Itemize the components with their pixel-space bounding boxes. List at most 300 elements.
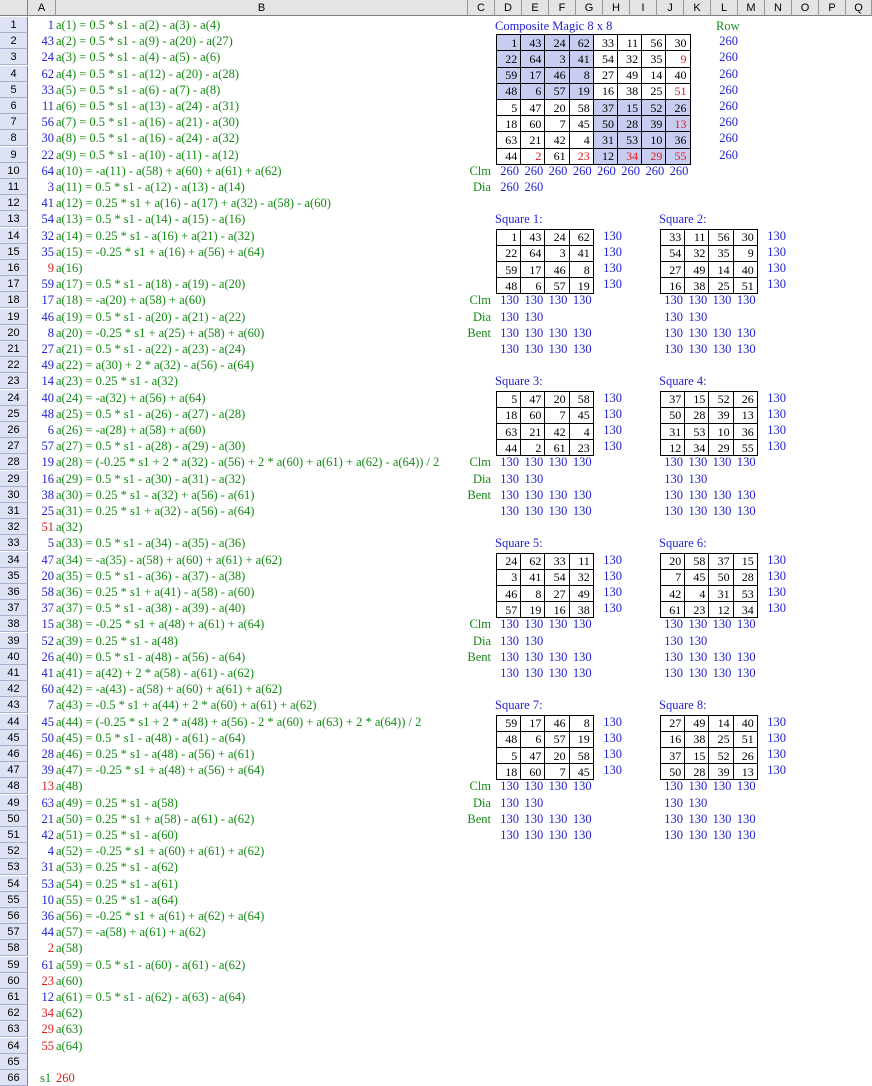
square-row-sum[interactable]: 130 (603, 423, 622, 437)
square-cell[interactable]: 41 (521, 569, 545, 585)
magic-cell[interactable]: 16 (593, 83, 617, 99)
row-header-2[interactable]: 2 (0, 33, 28, 49)
square-cell[interactable]: 49 (685, 715, 709, 731)
row-header-56[interactable]: 56 (0, 908, 28, 924)
square-cell[interactable]: 14 (709, 715, 733, 731)
row-header-25[interactable]: 25 (0, 406, 28, 422)
row-header-27[interactable]: 27 (0, 438, 28, 454)
square-bent2-sum[interactable]: 130 (500, 342, 519, 356)
formula-text[interactable]: a(31) = 0.25 * s1 + a(32) - a(56) - a(64) (56, 504, 255, 518)
cell-value[interactable]: 9 (47, 261, 54, 275)
square-bent2-sum[interactable]: 130 (548, 666, 568, 680)
square-cell[interactable]: 50 (709, 569, 733, 585)
square-cell[interactable]: 58 (685, 553, 709, 569)
square-bent2-sum[interactable]: 130 (688, 828, 708, 842)
square-cell[interactable]: 46 (497, 585, 521, 601)
square-bent2-sum[interactable]: 130 (712, 342, 732, 356)
square-row-sum[interactable]: 130 (767, 552, 786, 567)
square-cell[interactable]: 60 (521, 407, 545, 423)
row-header-7[interactable]: 7 (0, 114, 28, 130)
square-cell[interactable]: 62 (569, 229, 593, 245)
square-cell[interactable]: 50 (661, 764, 685, 780)
square-row-sum[interactable]: 130 (603, 585, 622, 599)
formula-text[interactable]: a(26) = -a(28) + a(58) + a(60) (56, 423, 206, 437)
square-dia-sum[interactable]: 130 (500, 795, 519, 810)
square-cell[interactable]: 57 (497, 602, 521, 618)
formula-text[interactable]: a(30) = 0.25 * s1 - a(32) + a(56) - a(61) (56, 487, 255, 502)
magic-cell[interactable]: 18 (497, 116, 521, 132)
column-sum[interactable]: 260 (621, 163, 640, 178)
row-header-12[interactable]: 12 (0, 195, 28, 211)
magic-cell[interactable]: 55 (666, 148, 690, 164)
cell-value[interactable]: 60 (41, 682, 54, 697)
cell-value[interactable]: 58 (41, 585, 54, 599)
cell-value[interactable]: 24 (41, 50, 54, 65)
row-header-54[interactable]: 54 (0, 876, 28, 892)
square-cell[interactable]: 5 (497, 747, 521, 763)
formula-text[interactable]: a(29) = 0.5 * s1 - a(30) - a(31) - a(32) (56, 471, 246, 486)
square-cell[interactable]: 23 (569, 440, 593, 456)
square-bent1-sum[interactable]: 130 (572, 487, 592, 502)
square-row-sum[interactable]: 130 (767, 244, 786, 259)
row-header-3[interactable]: 3 (0, 49, 28, 65)
square-cell[interactable]: 64 (521, 245, 545, 261)
square-cell[interactable]: 35 (709, 245, 733, 261)
square-bent1-sum[interactable]: 130 (572, 811, 592, 826)
formula-text[interactable]: a(37) = 0.5 * s1 - a(38) - a(39) - a(40) (56, 601, 246, 616)
formula-text[interactable]: a(22) = a(30) + 2 * a(32) - a(56) - a(64) (56, 358, 255, 373)
cell-value[interactable]: 22 (41, 147, 54, 162)
square-cell[interactable]: 57 (545, 731, 569, 747)
magic-cell[interactable]: 56 (642, 35, 666, 51)
cell-value[interactable]: 19 (41, 455, 54, 470)
square-cell[interactable]: 16 (661, 731, 685, 747)
square-clm-sum[interactable]: 130 (688, 293, 708, 308)
square-cell[interactable]: 42 (545, 423, 569, 439)
square-cell[interactable]: 28 (733, 569, 757, 585)
square-clm-sum[interactable]: 130 (548, 779, 568, 794)
cell-value[interactable]: 35 (41, 244, 54, 259)
row-sum[interactable]: 260 (719, 66, 738, 81)
formula-text[interactable]: a(10) = -a(11) - a(58) + a(60) + a(61) + a(62) (56, 163, 282, 178)
square-cell[interactable]: 24 (545, 229, 569, 245)
row-header-57[interactable]: 57 (0, 924, 28, 940)
row-header-26[interactable]: 26 (0, 422, 28, 438)
square-row-sum[interactable]: 130 (767, 406, 786, 421)
square-clm-sum[interactable]: 130 (712, 617, 732, 632)
cell-value[interactable]: 11 (41, 99, 54, 113)
square-bent1-sum[interactable]: 130 (664, 811, 683, 826)
cell-value[interactable]: 38 (41, 487, 54, 502)
row-header-19[interactable]: 19 (0, 309, 28, 325)
square-cell[interactable]: 15 (685, 391, 709, 407)
square-bent1-sum[interactable]: 130 (524, 649, 544, 664)
row-header-32[interactable]: 32 (0, 519, 28, 535)
column-header-a[interactable]: A (28, 0, 56, 16)
square-cell[interactable]: 25 (709, 731, 733, 747)
magic-cell[interactable]: 27 (593, 67, 617, 83)
formula-text[interactable]: a(3) = 0.5 * s1 - a(4) - a(5) - a(6) (56, 50, 221, 65)
row-header-35[interactable]: 35 (0, 568, 28, 584)
magic-cell[interactable]: 23 (569, 148, 593, 164)
square-cell[interactable]: 30 (733, 229, 757, 245)
row-header-33[interactable]: 33 (0, 535, 28, 551)
square-row-sum[interactable]: 130 (603, 244, 622, 259)
formula-text[interactable]: a(48) (56, 779, 83, 794)
magic-cell[interactable]: 33 (593, 35, 617, 51)
square-cell[interactable]: 58 (569, 391, 593, 407)
square-cell[interactable]: 59 (497, 261, 521, 277)
magic-cell[interactable]: 15 (617, 99, 641, 115)
cell-value[interactable]: 47 (41, 552, 54, 567)
square-bent1-sum[interactable]: 130 (548, 649, 568, 664)
square-cell[interactable]: 37 (661, 391, 685, 407)
square-cell[interactable]: 13 (733, 407, 757, 423)
square-row-sum[interactable]: 130 (767, 714, 786, 729)
square-cell[interactable]: 20 (661, 553, 685, 569)
cell-value[interactable]: 32 (41, 228, 54, 243)
square-cell[interactable]: 11 (569, 553, 593, 569)
formula-text[interactable]: a(61) = 0.5 * s1 - a(62) - a(63) - a(64) (56, 990, 246, 1004)
square-bent1-sum[interactable]: 130 (688, 811, 708, 826)
square-bent1-sum[interactable]: 130 (712, 649, 732, 664)
row-header-21[interactable]: 21 (0, 341, 28, 357)
row-header-63[interactable]: 63 (0, 1021, 28, 1037)
row-sum[interactable]: 260 (719, 82, 738, 97)
square-row-sum[interactable]: 130 (767, 568, 786, 583)
square-cell[interactable]: 7 (545, 764, 569, 780)
square-cell[interactable]: 54 (661, 245, 685, 261)
square-row-sum[interactable]: 130 (603, 730, 622, 745)
magic-cell[interactable]: 48 (497, 83, 521, 99)
cell-value[interactable]: 44 (41, 925, 54, 940)
row-header-16[interactable]: 16 (0, 260, 28, 276)
cell-value[interactable]: 17 (41, 293, 54, 308)
square-bent1-sum[interactable]: 130 (712, 487, 732, 502)
cell-value[interactable]: 23 (41, 973, 54, 988)
diagonal-sum[interactable]: 260 (524, 180, 544, 194)
square-cell[interactable]: 1 (497, 229, 521, 245)
square-clm-sum[interactable]: 130 (548, 617, 568, 632)
square-cell[interactable]: 21 (521, 423, 545, 439)
magic-cell[interactable]: 9 (666, 51, 690, 67)
square-clm-sum[interactable]: 130 (524, 617, 544, 632)
cell-value[interactable]: 59 (41, 277, 54, 292)
magic-cell[interactable]: 26 (666, 99, 690, 115)
square-cell[interactable]: 48 (497, 731, 521, 747)
row-header-8[interactable]: 8 (0, 130, 28, 146)
square-bent2-sum[interactable]: 130 (664, 342, 683, 356)
square-bent2-sum[interactable]: 130 (572, 666, 592, 680)
square-clm-sum[interactable]: 130 (572, 617, 592, 632)
cell-value[interactable]: 33 (41, 82, 54, 97)
formula-text[interactable]: a(43) = -0.5 * s1 + a(44) + 2 * a(60) + a(61) + a(62) (56, 698, 317, 713)
row-sum[interactable]: 260 (719, 131, 738, 146)
row-header-49[interactable]: 49 (0, 795, 28, 811)
magic-cell[interactable]: 42 (545, 132, 569, 148)
cell-value[interactable]: 61 (41, 957, 54, 972)
column-header-k[interactable]: K (684, 0, 711, 16)
square-bent2-sum[interactable]: 130 (712, 828, 732, 842)
square-row-sum[interactable]: 130 (603, 406, 622, 421)
square-cell[interactable]: 31 (709, 585, 733, 601)
cell-value[interactable]: 4 (47, 844, 54, 859)
square-row-sum[interactable]: 130 (603, 277, 622, 292)
square-cell[interactable]: 57 (545, 278, 569, 294)
formula-text[interactable]: a(40) = 0.5 * s1 - a(48) - a(56) - a(64) (56, 649, 246, 664)
square-bent1-sum[interactable]: 130 (572, 649, 592, 664)
square-dia-sum[interactable]: 130 (500, 309, 519, 324)
square-bent2-sum[interactable]: 130 (524, 504, 544, 518)
square-row-sum[interactable]: 130 (767, 261, 786, 275)
square-dia-sum[interactable]: 130 (688, 795, 708, 810)
square-cell[interactable]: 52 (709, 747, 733, 763)
magic-cell[interactable]: 4 (569, 132, 593, 148)
square-cell[interactable]: 16 (545, 602, 569, 618)
formula-text[interactable]: a(18) = -a(20) + a(58) + a(60) (56, 293, 206, 308)
column-header-i[interactable]: I (630, 0, 657, 16)
square-cell[interactable]: 37 (661, 747, 685, 763)
square-clm-sum[interactable]: 130 (524, 293, 544, 308)
magic-cell[interactable]: 35 (642, 51, 666, 67)
formula-text[interactable]: a(62) (56, 1006, 83, 1021)
row-header-41[interactable]: 41 (0, 665, 28, 681)
square-cell[interactable]: 26 (733, 747, 757, 763)
formula-text[interactable]: a(14) = 0.25 * s1 - a(16) + a(21) - a(32) (56, 228, 255, 243)
square-row-sum[interactable]: 130 (767, 747, 786, 761)
square-bent1-sum[interactable]: 130 (548, 325, 568, 340)
square-cell[interactable]: 10 (709, 423, 733, 439)
row-header-60[interactable]: 60 (0, 973, 28, 989)
square-row-sum[interactable]: 130 (603, 763, 622, 778)
cell-value[interactable]: 50 (41, 730, 54, 745)
row-header-62[interactable]: 62 (0, 1005, 28, 1021)
formula-text[interactable]: a(57) = -a(58) + a(61) + a(62) (56, 925, 206, 940)
magic-cell[interactable]: 8 (569, 67, 593, 83)
formula-text[interactable]: a(25) = 0.5 * s1 - a(26) - a(27) - a(28) (56, 406, 246, 421)
square-cell[interactable]: 12 (661, 440, 685, 456)
cell-value[interactable]: 21 (41, 811, 54, 826)
formula-text[interactable]: a(1) = 0.5 * s1 - a(2) - a(3) - a(4) (56, 18, 221, 32)
cell-value[interactable]: 49 (41, 358, 54, 373)
column-header-e[interactable]: E (522, 0, 549, 16)
magic-cell[interactable]: 52 (642, 99, 666, 115)
row-header-14[interactable]: 14 (0, 228, 28, 244)
square-cell[interactable]: 5 (497, 391, 521, 407)
formula-text[interactable]: a(63) (56, 1022, 83, 1037)
square-clm-sum[interactable]: 130 (664, 455, 683, 470)
row-header-58[interactable]: 58 (0, 940, 28, 956)
row-sum[interactable]: 260 (719, 50, 738, 65)
column-header-b[interactable]: B (56, 0, 468, 16)
square-cell[interactable]: 59 (497, 715, 521, 731)
select-all-corner[interactable] (0, 0, 28, 16)
square-bent1-sum[interactable]: 130 (500, 325, 519, 340)
square-cell[interactable]: 26 (733, 391, 757, 407)
row-header-23[interactable]: 23 (0, 373, 28, 389)
square-cell[interactable]: 9 (733, 245, 757, 261)
square-bent2-sum[interactable]: 130 (548, 828, 568, 842)
row-header-24[interactable]: 24 (0, 390, 28, 406)
cell-value[interactable]: 40 (41, 390, 54, 405)
formula-text[interactable]: a(54) = 0.25 * s1 - a(61) (56, 876, 178, 891)
square-cell[interactable]: 40 (733, 715, 757, 731)
square-cell[interactable]: 17 (521, 261, 545, 277)
square-cell[interactable]: 28 (685, 407, 709, 423)
magic-cell[interactable]: 38 (617, 83, 641, 99)
magic-cell[interactable]: 2 (521, 148, 545, 164)
square-clm-sum[interactable]: 130 (664, 779, 683, 794)
magic-cell[interactable]: 44 (497, 148, 521, 164)
formula-text[interactable]: a(38) = -0.25 * s1 + a(48) + a(61) + a(64) (56, 617, 265, 632)
cell-value[interactable]: 20 (41, 568, 54, 583)
formula-text[interactable]: a(7) = 0.5 * s1 - a(16) - a(21) - a(30) (56, 115, 240, 130)
cell-value[interactable]: 12 (41, 990, 54, 1004)
cell-value[interactable]: 34 (41, 1006, 54, 1021)
square-row-sum[interactable]: 130 (767, 585, 786, 599)
square-bent1-sum[interactable]: 130 (688, 649, 708, 664)
square-cell[interactable]: 27 (661, 261, 685, 277)
square-bent2-sum[interactable]: 130 (736, 666, 756, 680)
row-header-51[interactable]: 51 (0, 827, 28, 843)
formula-text[interactable]: a(27) = 0.5 * s1 - a(28) - a(29) - a(30) (56, 439, 246, 454)
cell-value[interactable]: 63 (41, 795, 54, 810)
square-bent1-sum[interactable]: 130 (688, 487, 708, 502)
square-cell[interactable]: 52 (709, 391, 733, 407)
formula-text[interactable]: a(12) = 0.25 * s1 + a(16) - a(17) + a(32) - a(58) - a(60) (56, 196, 331, 211)
formula-text[interactable]: a(13) = 0.5 * s1 - a(14) - a(15) - a(16) (56, 212, 246, 227)
square-clm-sum[interactable]: 130 (548, 455, 568, 470)
column-header-f[interactable]: F (549, 0, 576, 16)
square-cell[interactable]: 53 (685, 423, 709, 439)
square-cell[interactable]: 22 (497, 245, 521, 261)
square-row-sum[interactable]: 130 (603, 568, 622, 583)
cell-value[interactable]: 41 (41, 196, 54, 211)
square-row-sum[interactable]: 130 (603, 601, 622, 616)
formula-text[interactable]: a(5) = 0.5 * s1 - a(6) - a(7) - a(8) (56, 82, 221, 97)
square-bent1-sum[interactable]: 130 (500, 811, 519, 826)
square-row-sum[interactable]: 130 (767, 730, 786, 745)
square-cell[interactable]: 42 (661, 585, 685, 601)
row-header-37[interactable]: 37 (0, 600, 28, 616)
square-row-sum[interactable]: 130 (767, 228, 786, 243)
magic-cell[interactable]: 22 (497, 51, 521, 67)
square-cell[interactable]: 28 (685, 764, 709, 780)
magic-cell[interactable]: 45 (569, 116, 593, 132)
square-cell[interactable]: 2 (521, 440, 545, 456)
magic-cell[interactable]: 37 (593, 99, 617, 115)
square-dia-sum[interactable]: 130 (524, 633, 544, 648)
square-bent2-sum[interactable]: 130 (548, 342, 568, 356)
square-row-sum[interactable]: 130 (603, 228, 622, 243)
cell-value[interactable]: 37 (41, 601, 54, 616)
cell-value[interactable]: 41 (41, 666, 54, 680)
column-sum[interactable]: 260 (548, 163, 568, 178)
square-cell[interactable]: 47 (521, 747, 545, 763)
row-header-64[interactable]: 64 (0, 1038, 28, 1054)
square-bent2-sum[interactable]: 130 (688, 666, 708, 680)
cell-value[interactable]: 42 (41, 828, 54, 842)
magic-cell[interactable]: 25 (642, 83, 666, 99)
square-clm-sum[interactable]: 130 (500, 617, 519, 632)
magic-cell[interactable]: 50 (593, 116, 617, 132)
square-cell[interactable]: 18 (497, 407, 521, 423)
square-cell[interactable]: 11 (685, 229, 709, 245)
square-cell[interactable]: 25 (709, 278, 733, 294)
square-bent2-sum[interactable]: 130 (688, 342, 708, 356)
square-cell[interactable]: 38 (685, 278, 709, 294)
square-cell[interactable]: 13 (733, 764, 757, 780)
square-cell[interactable]: 31 (661, 423, 685, 439)
row-header-43[interactable]: 43 (0, 697, 28, 713)
square-cell[interactable]: 19 (569, 731, 593, 747)
square-clm-sum[interactable]: 130 (664, 293, 683, 308)
square-cell[interactable]: 37 (709, 553, 733, 569)
square-bent2-sum[interactable]: 130 (688, 504, 708, 518)
row-header-42[interactable]: 42 (0, 681, 28, 697)
square-bent2-sum[interactable]: 130 (548, 504, 568, 518)
square-clm-sum[interactable]: 130 (572, 455, 592, 470)
magic-cell[interactable]: 49 (617, 67, 641, 83)
magic-cell[interactable]: 17 (521, 67, 545, 83)
square-cell[interactable]: 39 (709, 764, 733, 780)
magic-cell[interactable]: 60 (521, 116, 545, 132)
square-cell[interactable]: 14 (709, 261, 733, 277)
formula-text[interactable]: a(34) = -a(35) - a(58) + a(60) + a(61) + a(62) (56, 552, 283, 567)
column-header-g[interactable]: G (576, 0, 603, 16)
formula-text[interactable]: a(28) = (-0.25 * s1 + 2 * a(32) - a(56) + 2 * a(60) + a(61) + a(62) - a(64)) / 2 (56, 455, 440, 470)
formula-text[interactable]: a(19) = 0.5 * s1 - a(20) - a(21) - a(22) (56, 309, 246, 324)
magic-cell[interactable]: 59 (497, 67, 521, 83)
square-cell[interactable]: 8 (521, 585, 545, 601)
square-bent1-sum[interactable]: 130 (572, 325, 592, 340)
square-dia-sum[interactable]: 130 (500, 633, 519, 648)
square-dia-sum[interactable]: 130 (688, 471, 708, 486)
square-cell[interactable]: 45 (569, 407, 593, 423)
square-bent2-sum[interactable]: 130 (572, 342, 592, 356)
formula-text[interactable]: a(9) = 0.5 * s1 - a(10) - a(11) - a(12) (56, 147, 239, 162)
square-cell[interactable]: 8 (569, 715, 593, 731)
square-cell[interactable]: 44 (497, 440, 521, 456)
formula-text[interactable]: a(59) = 0.5 * s1 - a(60) - a(61) - a(62) (56, 957, 246, 972)
square-cell[interactable]: 51 (733, 278, 757, 294)
square-cell[interactable]: 33 (661, 229, 685, 245)
magic-cell[interactable]: 20 (545, 99, 569, 115)
cell-value[interactable]: 62 (41, 66, 54, 81)
square-cell[interactable]: 32 (569, 569, 593, 585)
formula-text[interactable]: a(56) = -0.25 * s1 + a(61) + a(62) + a(64) (56, 909, 265, 923)
square-bent2-sum[interactable]: 130 (736, 342, 756, 356)
square-bent1-sum[interactable]: 130 (688, 325, 708, 340)
magic-cell[interactable]: 3 (545, 51, 569, 67)
square-clm-sum[interactable]: 130 (500, 779, 519, 794)
square-cell[interactable]: 61 (545, 440, 569, 456)
cell-value[interactable]: 6 (47, 423, 54, 437)
square-cell[interactable]: 19 (569, 278, 593, 294)
magic-cell[interactable]: 1 (497, 35, 521, 51)
row-header-50[interactable]: 50 (0, 811, 28, 827)
cell-value[interactable]: 3 (47, 180, 54, 194)
row-sum[interactable]: 260 (719, 34, 738, 49)
square-cell[interactable]: 51 (733, 731, 757, 747)
square-cell[interactable]: 49 (569, 585, 593, 601)
square-cell[interactable]: 40 (733, 261, 757, 277)
row-header-61[interactable]: 61 (0, 989, 28, 1005)
row-header-11[interactable]: 11 (0, 179, 28, 195)
square-cell[interactable]: 38 (685, 731, 709, 747)
square-bent2-sum[interactable]: 130 (500, 504, 519, 518)
row-header-46[interactable]: 46 (0, 746, 28, 762)
